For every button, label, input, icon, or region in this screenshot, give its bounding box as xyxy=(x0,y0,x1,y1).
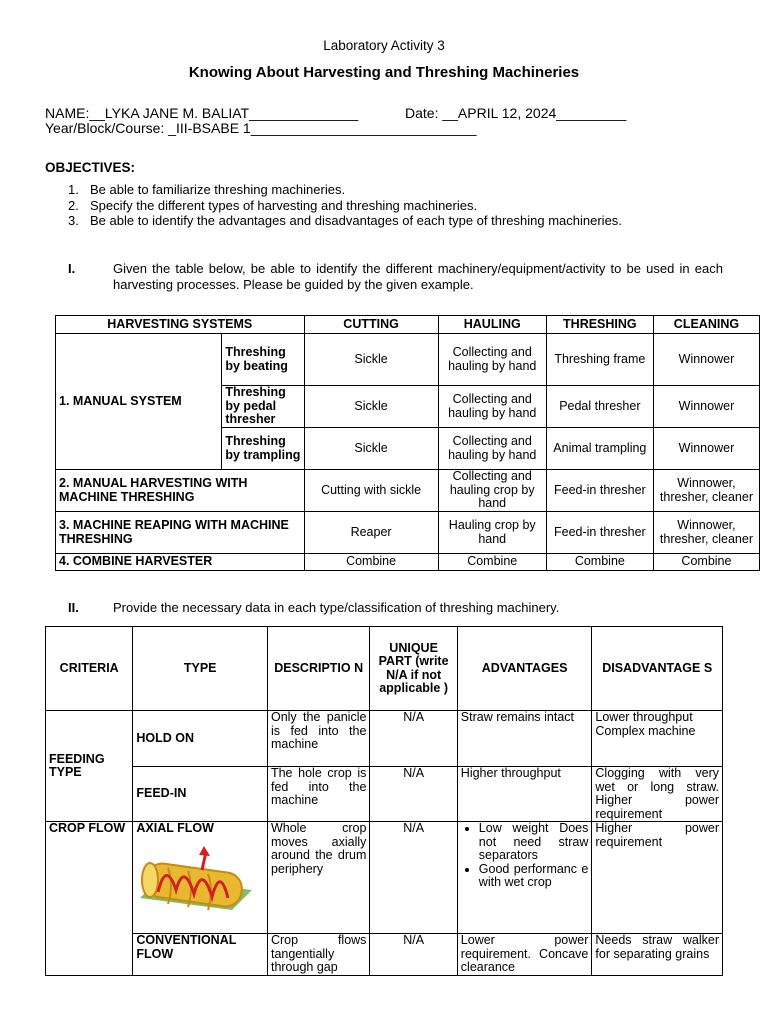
date-value: __APRIL 12, 2024_________ xyxy=(442,105,627,121)
section-1-numeral: I. xyxy=(68,261,76,276)
col-header: UNIQUE PART (write N/A if not applicable ) xyxy=(370,627,457,711)
threshing-cell: Feed-in thresher xyxy=(546,512,653,554)
table-row xyxy=(46,934,723,976)
description-cell: Crop flows tangentially through gap xyxy=(267,934,369,976)
disadvantages-cell: Needs straw walker for separating grains xyxy=(592,934,723,976)
date-field xyxy=(405,105,626,121)
document-title: Knowing About Harvesting and Threshing Machineries xyxy=(188,64,580,81)
type-cell xyxy=(133,822,268,934)
table-header-row xyxy=(46,627,723,711)
cutting-cell: Sickle xyxy=(304,334,438,386)
criteria-cell: FEEDING TYPE xyxy=(46,711,133,822)
advantages-cell: Straw remains intact xyxy=(457,711,592,767)
name-label: NAME: xyxy=(45,105,90,121)
section-2-instructions xyxy=(68,600,723,616)
description-cell: Whole crop moves axially around the drum periphery xyxy=(267,822,369,934)
table-header-row xyxy=(56,316,760,334)
objectives-list xyxy=(68,182,622,229)
threshing-cell: Pedal thresher xyxy=(546,386,653,428)
objective-item: 2. Specify the different types of harvesting and threshing machineries. xyxy=(68,197,478,213)
course-value: _III-BSABE 1_____________________________ xyxy=(168,120,477,136)
advantages-list xyxy=(461,822,589,890)
col-header: DISADVANTAGE S xyxy=(592,627,723,711)
hauling-cell: Hauling crop by hand xyxy=(438,512,546,554)
threshing-machinery-table xyxy=(45,626,723,976)
cleaning-cell: Combine xyxy=(653,554,759,571)
threshing-cell: Animal trampling xyxy=(546,428,653,470)
advantages-cell: Higher throughput xyxy=(457,767,592,822)
course-label: Year/Block/Course: xyxy=(45,120,165,136)
cleaning-cell: Winnower xyxy=(653,428,759,470)
table-row xyxy=(46,711,723,767)
section-1-text: Given the table below, be able to identify the different machinery/equipment/activity to be used in each harvesting processes. Please be guided by the given example. xyxy=(113,261,723,292)
cutting-cell: Reaper xyxy=(304,512,438,554)
cutting-cell: Combine xyxy=(304,554,438,571)
threshing-cell: Threshing frame xyxy=(546,334,653,386)
disadvantages-cell: Higher power requirement xyxy=(592,822,723,934)
objectives-heading: OBJECTIVES: xyxy=(45,160,136,175)
threshing-cell: Feed-in thresher xyxy=(546,470,653,512)
axial-flow-drum-illustration xyxy=(136,840,256,918)
objective-item: 1. Be able to familiarize threshing machineries. xyxy=(68,182,346,197)
advantages-cell xyxy=(457,822,592,934)
criteria-cell: CROP FLOW xyxy=(46,822,133,976)
method-cell: Threshing by trampling xyxy=(222,428,304,470)
disadvantages-cell: Clogging with very wet or long straw. Higher power requirement xyxy=(592,767,723,822)
col-header: DESCRIPTIO N xyxy=(267,627,369,711)
table-row xyxy=(46,767,723,822)
hauling-cell: Collecting and hauling by hand xyxy=(438,334,546,386)
table-row xyxy=(56,512,760,554)
table-row xyxy=(56,334,760,386)
cutting-cell: Cutting with sickle xyxy=(304,470,438,512)
activity-label: Laboratory Activity 3 xyxy=(323,38,445,53)
course-line xyxy=(45,120,477,136)
system-cell: 2. MANUAL HARVESTING WITH MACHINE THRESHING xyxy=(56,470,305,512)
method-cell: Threshing by beating xyxy=(222,334,304,386)
col-header: CRITERIA xyxy=(46,627,133,711)
system-cell: 4. COMBINE HARVESTER xyxy=(56,554,305,571)
type-cell: FEED-IN xyxy=(133,767,268,822)
cleaning-cell: Winnower xyxy=(653,334,759,386)
hauling-cell: Combine xyxy=(438,554,546,571)
col-header: HARVESTING SYSTEMS xyxy=(56,316,305,334)
col-header: HAULING xyxy=(438,316,546,334)
manual-system-label: 1. MANUAL SYSTEM xyxy=(56,334,222,470)
type-cell: HOLD ON xyxy=(133,711,268,767)
threshing-cell: Combine xyxy=(546,554,653,571)
cutting-cell: Sickle xyxy=(304,386,438,428)
description-cell: Only the panicle is fed into the machine xyxy=(267,711,369,767)
list-item: • Good performanc e with wet crop xyxy=(479,863,589,890)
name-line xyxy=(45,105,627,121)
system-cell: 3. MACHINE REAPING WITH MACHINE THRESHING xyxy=(56,512,305,554)
col-header: THRESHING xyxy=(546,316,653,334)
cutting-cell: Sickle xyxy=(304,428,438,470)
section-2-numeral: II. xyxy=(68,600,79,615)
section-2-text: Provide the necessary data in each type/classification of threshing machinery. xyxy=(113,600,560,615)
hauling-cell: Collecting and hauling by hand xyxy=(438,386,546,428)
description-cell: The hole crop is fed into the machine xyxy=(267,767,369,822)
cleaning-cell: Winnower, thresher, cleaner xyxy=(653,512,759,554)
table-row xyxy=(56,470,760,512)
table-row xyxy=(56,554,760,571)
list-item: • Low weight Does not need straw separators xyxy=(479,822,589,863)
col-header: ADVANTAGES xyxy=(457,627,592,711)
advantages-cell: Lower power requirement. Concave clearance xyxy=(457,934,592,976)
type-cell: CONVENTIONAL FLOW xyxy=(133,934,268,976)
unique-part-cell: N/A xyxy=(370,822,457,934)
name-value: __LYKA JANE M. BALIAT______________ xyxy=(89,105,359,121)
method-cell: Threshing by pedal thresher xyxy=(222,386,304,428)
disadvantages-cell: Lower throughput Complex machine xyxy=(592,711,723,767)
col-header: CLEANING xyxy=(653,316,759,334)
unique-part-cell: N/A xyxy=(370,934,457,976)
col-header: CUTTING xyxy=(304,316,438,334)
type-label: AXIAL FLOW xyxy=(136,821,214,835)
cleaning-cell: Winnower xyxy=(653,386,759,428)
col-header: TYPE xyxy=(133,627,268,711)
unique-part-cell: N/A xyxy=(370,711,457,767)
cleaning-cell: Winnower, thresher, cleaner xyxy=(653,470,759,512)
hauling-cell: Collecting and hauling by hand xyxy=(438,428,546,470)
harvesting-systems-table xyxy=(55,315,760,571)
table-row xyxy=(46,822,723,934)
unique-part-cell: N/A xyxy=(370,767,457,822)
date-label: Date: xyxy=(405,105,439,121)
objective-item: 3. Be able to identify the advantages and disadvantages of each type of threshing machineries. xyxy=(68,213,622,228)
section-1-instructions xyxy=(68,261,723,292)
hauling-cell: Collecting and hauling crop by hand xyxy=(438,470,546,512)
